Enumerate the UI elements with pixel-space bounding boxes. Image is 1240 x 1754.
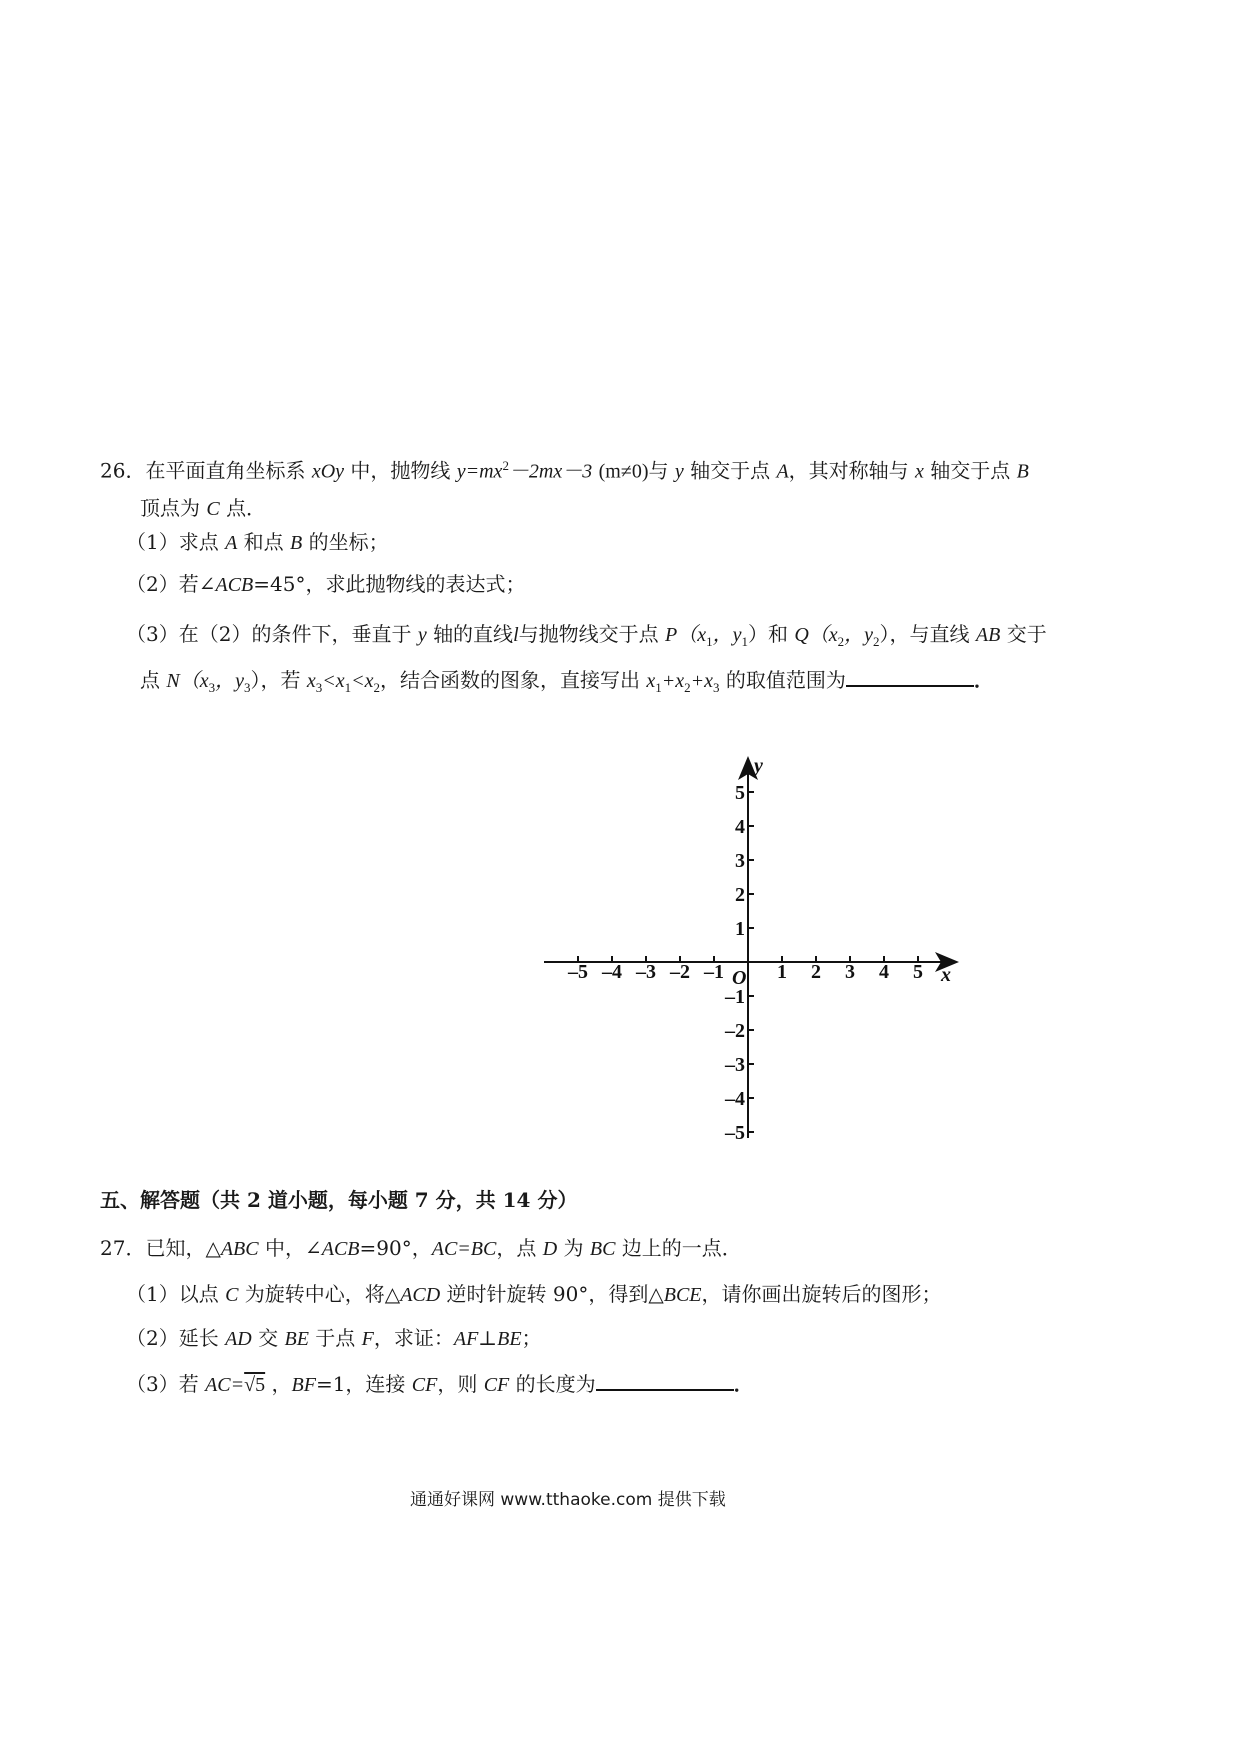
q26-sub2: （2）若∠ACB=45°，求此抛物线的表达式； [126, 572, 526, 596]
q27-sub2: （2）延长 AD 交 BE 于点 F，求证：AF⊥BE； [126, 1326, 542, 1350]
x-tick-label: 5 [913, 961, 923, 983]
y-tick-label: –3 [725, 1054, 745, 1076]
q26-stem-line2: 顶点为 C 点． [140, 496, 267, 520]
q27-sub1: （1）以点 C 为旋转中心，将△ACD 逆时针旋转 90°，得到△BCE，请你画出旋转后的图形； [126, 1282, 942, 1306]
footer-source: 通通好课网 www.tthaoke.com 提供下载 [410, 1490, 726, 1510]
x-tick-label: –3 [636, 961, 656, 983]
q26-sub3-line2: 点 $N(x_3$，$y_3$），若 $x_3<x_1<x_2$，结合函数的图象，直接写出 $x_1+x_2+x_3$ 的取值范围为 ． [140, 668, 994, 695]
y-tick-label: 4 [735, 816, 745, 838]
y-tick-label: 3 [735, 850, 745, 872]
q26-sub3-line1: （3）在（2）的条件下，垂直于 y 轴的直线l与抛物线交于点 $P(x_1$，$y_1$）和 $Q(x_2$，$y_2$），与直线 AB 交于 [126, 622, 1047, 649]
x-tick-label: –1 [704, 961, 724, 983]
origin-label: O [732, 967, 747, 989]
y-tick-label: 1 [735, 918, 745, 940]
x-ticks [567, 956, 923, 983]
answer-blank-27[interactable] [596, 1371, 734, 1391]
y-tick-label: 2 [735, 884, 745, 906]
y-ticks [724, 782, 754, 1144]
q26-stem-line1: 26．在平面直角坐标系 xOy 中，抛物线 $y=mx^2-2mx-3$ (m≠0)与 y 轴交于点 A，其对称轴与 x 轴交于点 B [100, 458, 1029, 483]
x-tick-label: –4 [602, 961, 622, 983]
answer-blank-26[interactable] [846, 667, 974, 687]
q27-stem: 27．已知，△ABC 中，∠ACB=90°，AC=BC，点 D 为 BC 边上的一点． [100, 1236, 742, 1260]
x-tick-label: 2 [811, 961, 821, 983]
q26-sub1: （1）求点 A 和点 B 的坐标； [126, 530, 389, 554]
x-tick-label: 1 [777, 961, 787, 983]
x-tick-label: 4 [879, 961, 889, 983]
y-tick-label: –1 [725, 986, 745, 1008]
y-tick-label: –4 [725, 1088, 745, 1110]
y-tick-label: –5 [725, 1122, 745, 1144]
x-tick-label: 3 [845, 961, 855, 983]
y-tick-label: –2 [725, 1020, 745, 1042]
x-tick-label: –2 [670, 961, 690, 983]
y-tick-label: 5 [735, 782, 745, 804]
q27-sub3: （3）若 AC=√5 ，BF=1，连接 CF，则 CF 的长度为 ． [126, 1372, 754, 1396]
y-axis-label: y [754, 755, 763, 777]
x-axis-label: x [941, 964, 951, 986]
section-5-heading: 五、解答题（共 2 道小题，每小题 7 分，共 14 分） [100, 1188, 578, 1212]
x-tick-label: –5 [568, 961, 588, 983]
